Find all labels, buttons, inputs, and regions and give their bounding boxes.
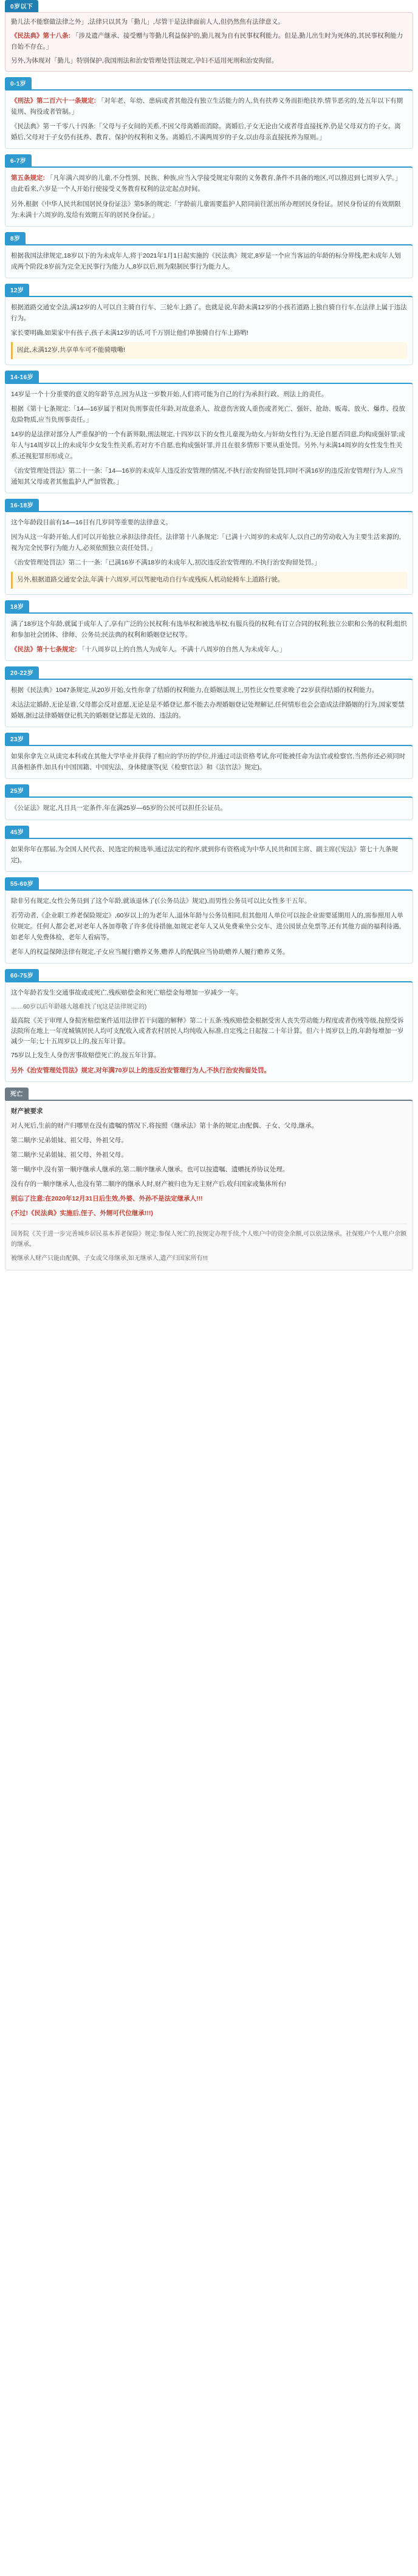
section-55-60	[5, 877, 413, 964]
death-highlight-2: (不过!《民法典》实施后,侄子、外甥可代位继承!!!)	[11, 1209, 153, 1217]
age-label-16-18: 16-18岁	[5, 499, 39, 511]
age-label-12: 12岁	[5, 284, 29, 296]
section-16-18	[5, 499, 413, 595]
body-25	[5, 796, 413, 820]
body-death	[5, 1100, 413, 1270]
age-label-23: 23岁	[5, 733, 29, 745]
body-0-1	[5, 89, 413, 149]
body-14-16	[5, 383, 413, 493]
death-highlight-1: 别忘了注意:在2020年12月31日后生效,外婆、外孙不是法定继承人!!!	[11, 1194, 203, 1202]
section-45	[5, 826, 413, 872]
para-18-2-text: 「十八周岁以上的自然人为成年人。不满十八周岁的自然人为未成年人。」	[78, 646, 286, 654]
age-label-60-75: 60-75岁	[5, 969, 39, 981]
age-label-before-birth: 0岁以下	[5, 0, 38, 12]
article-page	[0, 0, 418, 1284]
note-16-18: 另外,根据道路交通安全法,年满十六周岁,可以驾驶电动自行车或残疾人机动轮椅车上道路行驶。	[11, 572, 407, 589]
death-para-5: 没有存的一顺序继承人,也没有第二顺序的继承人时,财产被归也为无主财产后,收归国家或集体所有!	[11, 1180, 286, 1188]
para-55-60-3: 老年人的权益保障法律有规定,子女应当履行赡养义务,赡养人的配偶应当协助赡养人履行赡养义务。	[11, 948, 289, 956]
age-label-8: 8岁	[5, 232, 26, 244]
section-23	[5, 733, 413, 779]
para-0-1-1	[11, 95, 407, 117]
intro-para-2-text: 「涉及遗产继承、接受赠与等勤儿利益保护的,勤儿视为自有民事权利能力。但是,勤儿出生时为死体的,其民事权利能力自始不存在。」	[11, 32, 403, 50]
para-20-22-1: 根据《民法典》1047条规定,从20岁开始,女性你拿了结婚的权利能力,在婚姻法规上,男性比女性要求晚了22岁获得结婚的权利能力。	[11, 687, 379, 694]
para-23-1: 如果你拿先立从读完本科或在其他大学毕业并获得了相应的学历的学位,并通过司法资格考试,你可能被任命为法官或检察官,当然你还必须同时具备相条件,如具有中国国籍、中国宪法、身体健康等(见《检察官法》和《法官法》规定)。	[11, 753, 406, 772]
law-citation-minors: 《民法典》第十八条:	[11, 32, 70, 40]
para-60-75-5: 另外《治安管理处罚法》规定,对年满70岁以上的违反治安管理行为人,不执行治安拘留处罚。	[11, 1066, 271, 1074]
body-60-75	[5, 981, 413, 1082]
section-8	[5, 232, 413, 278]
death-para-4: 第一顺序中,没有第一顺序继承人继承的,第二顺序继承人继承。也可以按遗嘱、遗赠抚养协议处理。	[11, 1165, 289, 1173]
para-60-75-3: 最高院《关于审理人身损害赔偿案件适用法律若干问题的解释》第二十五条:残疾赔偿金根据受害人丧失劳动能力程度或者伤残等级,按照受诉法院所在地上一年度城镇居民人均可支配收入或者农村居民人均纯收入标准,自定残之日起按二十年计算。但六十周岁以上的,年龄每增加一岁减少一年;七十五周岁以上的,按五年计算。	[11, 1017, 404, 1045]
para-60-75-1: 这个年龄若发生交通事故或或死亡,残疾赔偿金和死亡赔偿金每增加一岁减少一年。	[11, 988, 242, 996]
para-25-1: 《公证法》规定,凡目具一定条件,年在满25岁—65岁的公民可以担任公证员。	[11, 804, 227, 812]
para-0-1-1-text: 「对年老、年幼、患病或者其他没有独立生活能力的人,负有扶养义务而拒绝扶养,情节恶劣的,处五年以下有期徒刑、拘役或者管制。」	[11, 97, 403, 116]
death-tail-2: 被继承人财产只能由配偶、子女或父母继承,如无继承人,遗产归国家所有!!!	[11, 1255, 208, 1262]
law-citation-criminal-261: 《刑法》第二百六十一条规定:	[11, 97, 96, 105]
section-25	[5, 784, 413, 820]
intro-para-2	[11, 31, 407, 52]
para-14-16-2: 根据《第十七条规定:「14—16岁属于相对负刑事责任年龄,对故意杀人、故意伤害致人重伤或者死亡、强奸、抢劫、贩毒、放火、爆炸、投放危险物质,应当负刑事责任。」	[11, 405, 405, 423]
para-8-1: 根据我国法律规定,18岁以下的为未成年人,将于2021年1月1日起实施的《民法典》规定,8岁是一个应当客运的年龄的标分界线,把未成年人划成两个阶段:8岁前为完全无民事行为能力人,8岁以后,则为限制民事行为能力人。	[11, 252, 401, 270]
age-label-death: 死亡	[5, 1088, 29, 1100]
age-label-25: 25岁	[5, 784, 29, 796]
section-20-22	[5, 666, 413, 727]
body-55-60	[5, 889, 413, 964]
death-para-1: 对人死后,生前的财产归哪里在没有遗嘱的情况下,将按照《继承法》第十条的规定,由配偶、子女、父母,继承。	[11, 1122, 318, 1129]
death-para-2: 第二顺序:兄弟姐妹、祖父母、外祖父母。	[11, 1136, 128, 1144]
para-6-7-2: 另外,根据《中华人民共和国居民身份证法》第5条的规定:「字龄前儿童需要监护人陪同前往派出所办理居民身份证。居民身份证的有效期限为:未满十六周岁的,发给有效期五年的居民身份证。」	[11, 200, 401, 219]
note-12: 因此,未满12岁,共享单车可不能骑哦嘞!	[11, 342, 407, 359]
para-12-2: 家长要明确,如果家中有孩子,孩子未满12岁的话,可千万别让他们单独骑自行车上路哟!	[11, 329, 248, 337]
para-6-7-1-text: 「凡年满六周岁的儿童,不分性别、民族、种族,应当入学接受规定年限的义务教育,条件不具备的地区,可以推迟到七周岁入学。」由此看来,六岁是一个人开始行使接受义务教育权利的法定起点时间。	[11, 174, 402, 193]
intro-para-3: 另外,为体现对「勤儿」特别保护,我国刑法和治安管理处罚法规定,孕妇不适用死刑和治安拘留。	[11, 57, 278, 64]
para-14-16-4: 《治安管理处罚法》第二十一条:「14—16岁的未成年人违反治安管理的情况,不执行治安拘留处罚,同时不满16岁的违反治安管理行为人,应当通知其父母或者其他监护人严加管教。」	[11, 467, 403, 486]
para-55-60-1: 除非另有规定,女性公务员到了这个年龄,就该退休了(《公务员法》规定),而男性公务员可以比女性多干五年。	[11, 897, 311, 905]
age-label-45: 45岁	[5, 826, 29, 838]
intro-card	[5, 12, 413, 72]
para-16-18-2: 因为从这一年龄开始,人们可以开始独立承担法律责任。法律第十八条规定:「已满十六周岁的未成年人,以自己的劳动收入为主要生活来源的,视为完全民事行为能力人,必须依照独立责任处罚。」	[11, 533, 401, 552]
body-20-22	[5, 679, 413, 727]
body-18	[5, 612, 413, 661]
section-before-birth	[5, 0, 413, 72]
death-heading: 财产被要求	[11, 1107, 43, 1115]
section-0-1	[5, 77, 413, 149]
body-12	[5, 296, 413, 365]
para-16-18-3: 《治安管理处罚法》第二十一条:「已满16岁不满18岁的未成年人,初次违反治安管理的,不执行治安拘留处罚。」	[11, 559, 321, 567]
section-18	[5, 600, 413, 661]
section-12	[5, 284, 413, 365]
para-14-16-1: 14岁是一个十分重要的意义的年龄节点,因为从这一岁数开始,人们将可能为自己的行为承担行政、刑法上的责任。	[11, 390, 328, 398]
para-55-60-2: 若劳动者,《企业职工养老保险规定》,60岁以上的为老年人,退休年龄与公务员相同,但其他用人单位可以按企业需要延期用人的,需参照用人单位规定。任何人都会老,对老年人各加尊敬了许多优待措施,如规定老年人又从免费乘坐公交车、进公园景点免票等,还有其他方面的福利待遇,如老年人免费体检、老年人看病等。	[11, 911, 403, 941]
body-23	[5, 745, 413, 779]
age-label-55-60: 55-60岁	[5, 877, 39, 889]
section-death	[5, 1088, 413, 1270]
para-0-1-2: 《民法典》第一千零八十四条:「父母与子女间的关系,不因父母离婚而消除。离婚后,子女无论由父或者母直接抚养,仍是父母双方的子女。离婚后,父母对于子女仍有抚养、教育、保护的权利和义务。离婚后,不满两周岁的子女,以由母亲直接抚养为原则。」	[11, 123, 401, 142]
body-6-7	[5, 166, 413, 226]
para-60-75-2: ……60岁以后年龄越大越难找了!!(这是法律规定的)	[11, 1003, 147, 1010]
age-label-14-16: 14-16岁	[5, 371, 39, 383]
para-18-2	[11, 644, 407, 655]
section-6-7	[5, 154, 413, 226]
para-12-1: 根据道路交通安全法,满12岁的人可以自主骑自行车、三轮车上路了。也就是说,年龄未满12岁的小孩若道路上独自骑自行车,在法律上属于违法行为。	[11, 303, 407, 322]
law-citation-edu-5: 第五条规定:	[11, 174, 45, 182]
death-para-3: 第二顺序:兄弟姐妹、祖父母、外祖父母。	[11, 1151, 128, 1159]
age-label-0-1: 0-1岁	[5, 77, 32, 89]
para-18-1: 满了18岁这个年龄,就属于成年人了,享有广泛的公民权利:有选举权和被选举权;有服兵役的权利;有订立合同的权利;独立公职和公务的权利;组织和参加社会团体、律师、公务员;民法典的权利和婚姻登记权等。	[11, 620, 407, 639]
para-60-75-4: 75岁以上发生人身伤害事故赔偿死亡的,按五年计算。	[11, 1052, 160, 1060]
age-label-6-7: 6-7岁	[5, 154, 32, 166]
section-60-75	[5, 969, 413, 1082]
body-16-18	[5, 511, 413, 595]
intro-para-1: 勤儿法不能察做法律之外」,法律只以其为「勤儿」,尽管干是法律面前人人,但仍然焦有法律意义。	[11, 18, 284, 26]
para-45-1: 如果你年在那届,为全国人民代表、民选定的候选举,通过法定的程序,就到你有资格成为中华人民共和国主席、副主席(《宪法》第七十九条规定)。	[11, 845, 398, 864]
law-citation-civil-17: 《民法》第十七条规定:	[11, 646, 77, 654]
section-14-16	[5, 371, 413, 493]
age-label-20-22: 20-22岁	[5, 666, 39, 679]
para-20-22-2: 未达法定婚龄,无论是谁,父母都会反对意愿,无论是是不婚登记,都不能去办理婚姻登记处理解记,任何情形也会会造成法律婚姻的行为,国家要禁婚姻,据过法律婚姻登记机关的婚姻登记都是无效的、违法的。	[11, 701, 405, 720]
body-8	[5, 244, 413, 278]
body-45	[5, 838, 413, 872]
para-16-18-1: 这个年龄段目前有14—16目有几岁同等重要的法律意义。	[11, 519, 172, 527]
age-label-18: 18岁	[5, 600, 29, 612]
para-14-16-3: 14岁的是法律对部分人严重保护的一个有新界限,刑法规定,十四岁以下的女性儿童视为幼女,与奸幼女性行为,无论自愿否同意,均构成强奸罪;成年人与14周岁以上的未成年少女发生性关系,若对方不自愿,也构成强奸罪,并且在很多情形下要从重处罚。另外,与未满14周岁的女性发生性关系,还视犯罪形形成立。	[11, 430, 405, 460]
death-tail-1: 国务院《关于进一步完善城乡居民基本养老保险》规定:参保人死亡的,按规定办理手续,个人账户中的资金余额,可以依法继承。社保账户个人账户余额的继承。	[11, 1230, 407, 1249]
para-6-7-1	[11, 173, 407, 194]
